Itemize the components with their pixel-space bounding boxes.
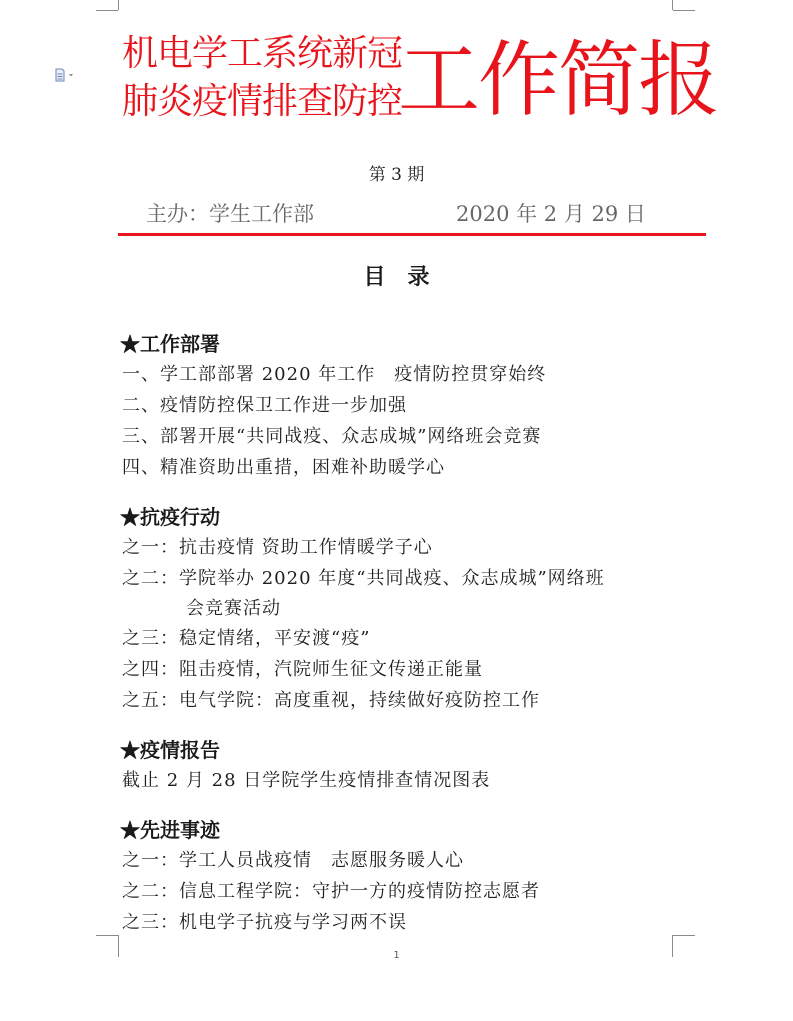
crop-mark-top-right-v — [672, 0, 673, 10]
crop-mark-top-left-h — [96, 10, 118, 11]
section-heading: ★工作部署 — [120, 332, 220, 356]
crop-mark-bottom-left-h — [96, 935, 118, 936]
toc-entry[interactable]: 之五：电气学院：高度重视，持续做好疫防控工作 — [122, 690, 540, 711]
toc-entry[interactable]: 截止 2 月 28 日学院学生疫情排查情况图表 — [122, 770, 491, 791]
document-navigation-icon[interactable] — [54, 68, 78, 82]
section-heading: ★疫情报告 — [120, 738, 220, 762]
masthead-line-1: 机电学工系统新冠 — [122, 33, 403, 74]
header-divider — [118, 233, 706, 236]
toc-entry[interactable]: 之三：机电学子抗疫与学习两不误 — [122, 912, 407, 933]
toc-entry[interactable]: 一、学工部部署 2020 年工作 疫情防控贯穿始终 — [122, 364, 547, 385]
section-heading: ★先进事迹 — [120, 818, 220, 842]
toc-entry[interactable]: 三、部署开展“共同战疫、众志成城”网络班会竞赛 — [122, 426, 542, 447]
issue-number: 第 3 期 — [368, 165, 425, 185]
section-heading: ★抗疫行动 — [120, 505, 220, 529]
toc-entry[interactable]: 之三：稳定情绪，平安渡“疫” — [122, 628, 371, 649]
masthead-title-big: 工作简报 — [398, 33, 719, 128]
toc-entry[interactable]: 之一：学工人员战疫情 志愿服务暖人心 — [122, 850, 464, 871]
toc-entry[interactable]: 之二：信息工程学院：守护一方的疫情防控志愿者 — [122, 881, 540, 902]
toc-title: 目录 — [363, 264, 452, 290]
crop-mark-bottom-right-h — [673, 935, 695, 936]
crop-mark-top-left-v — [118, 0, 119, 10]
toc-entry-continuation[interactable]: 会竞赛活动 — [186, 598, 281, 619]
page-number: 1 — [393, 950, 400, 961]
publish-date: 2020 年 2 月 29 日 — [456, 202, 646, 226]
sponsor-label: 主办：学生工作部 — [146, 202, 314, 226]
toc-entry[interactable]: 之二：学院举办 2020 年度“共同战疫、众志成城”网络班 — [122, 568, 605, 589]
masthead-line-2: 肺炎疫情排查防控 — [122, 81, 403, 122]
toc-entry[interactable]: 四、精准资助出重措，困难补助暖学心 — [122, 457, 445, 478]
toc-entry[interactable]: 之四：阻击疫情，汽院师生征文传递正能量 — [122, 659, 483, 680]
crop-mark-top-right-h — [673, 10, 695, 11]
toc-entry[interactable]: 二、疫情防控保卫工作进一步加强 — [122, 395, 407, 416]
masthead-title-small — [122, 30, 402, 126]
toc-entry[interactable]: 之一：抗击疫情 资助工作情暖学子心 — [122, 537, 433, 558]
